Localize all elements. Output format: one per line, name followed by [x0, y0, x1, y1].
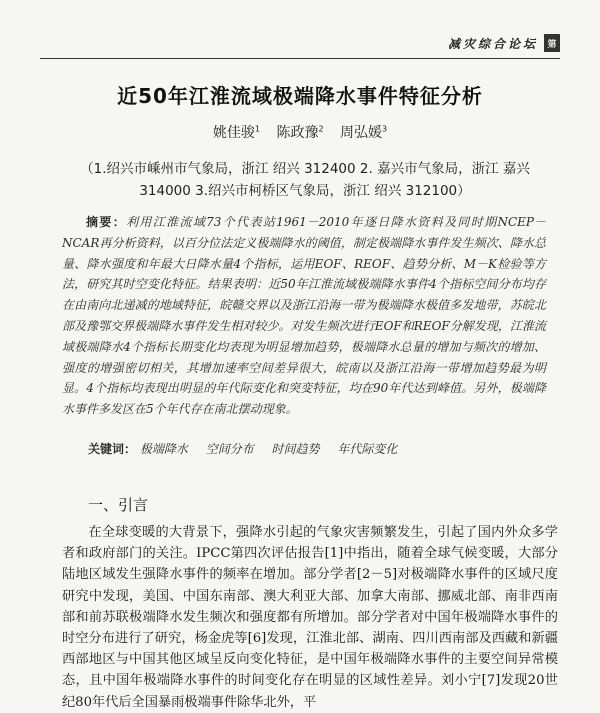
section-label: 减灾综合论坛: [447, 36, 538, 51]
header-divider: [40, 58, 560, 59]
journal-mark-icon: 第: [544, 34, 560, 52]
author: 姚佳骏$^1$: [212, 124, 260, 141]
abstract-text: 利用江淮流域73个代表站1961－2010年逐日降水资料及同时期NCEP－NCAR再分析资料，以百分位法定义极端降水的阈值，制定极端降水事件发生频次、降水总量、降水强度和年最大日降水量4个指标，运用EOF、REOF、趋势分析、M－K检验等方法，研究其时空变化特征。结果表明：近50年江淮流域极端降水事件4个指标空间分布均存在由南向北递减的地域特征，皖赣交界以及浙江沿海一带为极端降水极值多发地带，苏皖北部及豫鄂交界极端降水事件发生相对较少。对发生频次进行EOF和REOF分解发现，江淮流域极端降水4个指标长期变化均表现为明显增加趋势，极端降水总量的增加与频次的增加、强度的增强密切相关，其增加速率空间差异很大，皖南以及浙江沿海一带增加趋势最为明显。4个指标均表现出明显的年代际变化和突变特征，均在90年代达到峰值。另外，极端降水事件多发区在5个年代存在南北摆动现象。: [62, 215, 546, 417]
keywords-label: 关键词：: [88, 442, 137, 456]
author: 周弘媛$^3$: [340, 124, 388, 141]
keyword: 极端降水: [139, 442, 188, 456]
section-heading-introduction: 一、引言: [88, 496, 149, 514]
keyword: 时间趋势: [271, 442, 320, 456]
affiliations: （1.绍兴市嵊州市气象局，浙江 绍兴 312400 2. 嘉兴市气象局，浙江 嘉兴 314000 3.绍兴市柯桥区气象局，浙江 绍兴 312100）: [80, 161, 530, 199]
keywords: [88, 440, 548, 457]
paper-title: 近50年江淮流域极端降水事件特征分析: [117, 84, 483, 108]
introduction-paragraph: 在全球变暖的大背景下，强降水引起的气象灾害频繁发生，引起了国内外众多学者和政府部门的关注。IPCC第四次评估报告[1]中指出，随着全球气候变暖，大部分陆地区域发生强降水事件的频率在增加。部分学者[2－5]对极端降水事件的区域尺度研究中发现，美国、中国东南部、澳大利亚大部、加拿大南部、挪威北部、南非西南部和前苏联极端降水发生频次和强度都有所增加。部分学者对中国年极端降水事件的时空分布进行了研究，杨金虎等[6]发现，江淮北部、湖南、四川西南部及西藏和新疆西部地区与中国其他区域呈反向变化特征，是中国年极端降水事件的主要空间异常模态，且中国年极端降水事件的时间变化存在明显的区域性差异。刘小宁[7]发现20世纪80年代后全国暴雨极端事件除华北外，平: [62, 525, 558, 710]
journal-section-tag: [448, 34, 560, 52]
abstract-label: 摘要：: [86, 215, 127, 229]
keyword: 年代际变化: [337, 442, 398, 456]
author: 陈政豫$^2$: [276, 124, 324, 141]
author-line: [0, 122, 600, 142]
abstract: [62, 212, 546, 420]
keyword: 空间分布: [205, 442, 254, 456]
